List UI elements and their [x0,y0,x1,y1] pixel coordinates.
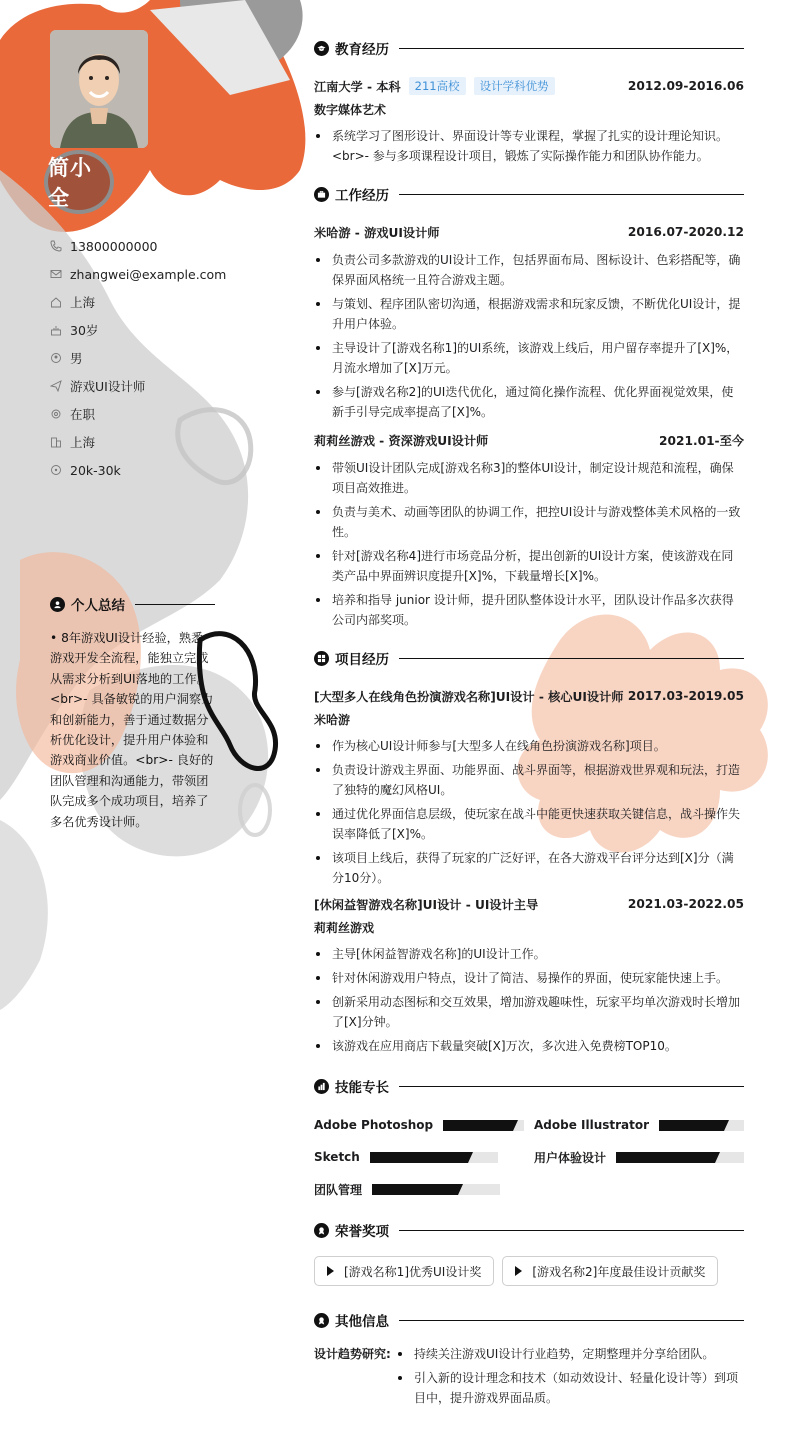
graduation-cap-icon [314,41,329,56]
list-item: 与策划、程序团队密切沟通，根据游戏需求和玩家反馈，不断优化UI设计，提升用户体验。 [314,294,744,334]
project-head [314,894,744,914]
summary-title: 个人总结 [71,598,125,614]
project-bullets [314,944,744,1056]
other-bullets [396,1344,744,1412]
list-item: 负责公司多款游戏的UI设计工作，包括界面布局、图标设计、色彩搭配等，确保界面风格统一且符合游戏主题。 [314,250,744,290]
contact-location [50,288,290,316]
skill-bar-fill [372,1184,458,1195]
contact-status-value: 在职 [70,407,96,422]
education-title: 教育经历 [335,42,389,58]
education-bullets [314,126,744,166]
awards-section [314,1220,744,1286]
summary-heading [50,594,215,614]
contact-salary-value: 20k-30k [70,462,121,478]
skill-name: Sketch [314,1150,360,1164]
list-item: 持续关注游戏UI设计行业趋势，定期整理并分享给团队。 [396,1344,744,1364]
project-title: [休闲益智游戏名称]UI设计 - UI设计主导 [314,897,539,912]
other-label: 设计趋势研究: [314,1347,391,1361]
skill-name: Adobe Illustrator [534,1118,650,1132]
contact-position-value: 游戏UI设计师 [70,379,146,394]
list-item: 创新采用动态图标和交互效果，增加游戏趣味性，玩家平均单次游戏时长增加了[X]分钟。 [314,992,744,1032]
contact-list [50,232,290,484]
send-icon [50,380,62,392]
work-heading [314,184,744,204]
skills-section [314,1076,744,1198]
list-item: 主导[休闲益智游戏名称]的UI设计工作。 [314,944,744,964]
bar-chart-icon [314,1079,329,1094]
education-section [314,38,744,166]
list-item: 针对[游戏名称4]进行市场竞品分析，提出创新的UI设计方案，使该游戏在同类产品中界面辨识度提升[X]%，下载量增长[X]%。 [314,546,744,586]
awards-heading [314,1220,744,1240]
info-icon [314,1313,329,1328]
award-item [314,1256,494,1286]
summary-section [50,594,215,832]
avatar-image [50,30,148,148]
play-icon [327,1266,334,1276]
skill-bar-fill [616,1152,715,1163]
skill-bar-fill [659,1120,724,1131]
projects-section [314,648,744,1056]
education-entry-head [314,76,744,96]
briefcase-icon [314,187,329,202]
skill-bar-fill [370,1152,469,1163]
skill-item [314,1116,524,1134]
phone-icon [50,240,62,252]
summary-divider [135,604,215,605]
awards-divider [399,1230,744,1231]
summary-text: • 8年游戏UI设计经验，熟悉游戏开发全流程，能独立完成从需求分析到UI落地的工作。<br>- 具备敏锐的用户洞察力和创新能力，善于通过数据分析优化设计，提升用户体验和游戏商业价值。<br>- 良好的团队管理和沟通能力，带领团队完成多个成功项目，培养了多名优秀设计师。 [50,631,214,829]
contact-city [50,428,290,456]
education-major: 数字媒体艺术 [314,103,387,117]
award-item [502,1256,718,1286]
mail-icon [50,268,62,280]
contact-gender [50,344,290,372]
avatar [50,30,148,148]
list-item: 通过优化界面信息层级，使玩家在战斗中能更快速获取关键信息，战斗操作失误率降低了[X]%。 [314,804,744,844]
contact-location-value: 上海 [70,295,96,310]
grid-icon [314,651,329,666]
projects-heading [314,648,744,668]
skill-item [534,1116,744,1134]
skills-heading [314,1076,744,1096]
job-date: 2021.01-至今 [659,433,744,448]
contact-phone-value: 13800000000 [70,238,158,254]
projects-divider [399,658,744,659]
award-label: [游戏名称2]年度最佳设计贡献奖 [532,1264,706,1279]
other-entry [314,1344,744,1412]
contact-gender-value: 男 [70,351,83,366]
play-icon [515,1266,522,1276]
skills-divider [399,1086,744,1087]
skill-bar [443,1120,524,1131]
contact-age-value: 30岁 [70,323,99,338]
contact-city-value: 上海 [70,435,96,450]
contact-status [50,400,290,428]
other-title: 其他信息 [335,1314,389,1330]
work-divider [399,194,744,195]
awards-title: 荣誉奖项 [335,1224,389,1240]
project-bullets [314,736,744,888]
list-item: 培养和指导 junior 设计师，提升团队整体设计水平，团队设计作品多次获得公司内部奖项。 [314,590,744,630]
skill-name: 用户体验设计 [534,1150,607,1165]
other-section [314,1310,744,1412]
skill-item [314,1180,524,1198]
other-heading [314,1310,744,1330]
contact-email-value: zhangwei@example.com [70,266,227,282]
list-item: 作为核心UI设计师参与[大型多人在线角色扮演游戏名称]项目。 [314,736,744,756]
skill-name: Adobe Photoshop [314,1118,434,1132]
project-date: 2017.03-2019.05 [627,689,744,703]
job-title: 米哈游 - 游戏UI设计师 [314,225,440,240]
contact-phone [50,232,290,260]
other-divider [399,1320,744,1321]
project-head [314,686,744,706]
contact-position [50,372,290,400]
home-icon [50,296,62,308]
list-item: 参与[游戏名称2]的UI迭代优化，通过简化操作流程、优化界面视觉效果，使新手引导完成率提高了[X]%。 [314,382,744,422]
status-icon [50,408,62,420]
list-item: 引入新的设计理念和技术（如动效设计、轻量化设计等）到项目中，提升游戏界面品质。 [396,1368,744,1408]
job-date: 2016.07-2020.12 [627,225,744,239]
list-item: 负责与美术、动画等团队的协调工作，把控UI设计与游戏整体美术风格的一致性。 [314,502,744,542]
list-item: 系统学习了图形设计、界面设计等专业课程，掌握了扎实的设计理论知识。<br>- 参与多项课程设计项目，锻炼了实际操作能力和团队协作能力。 [314,126,744,166]
list-item: 该游戏在应用商店下载量突破[X]万次，多次进入免费榜TOP10。 [314,1036,744,1056]
award-label: [游戏名称1]优秀UI设计奖 [344,1264,482,1279]
education-divider [399,48,744,49]
job-bullets [314,458,744,630]
building-icon [50,436,62,448]
skill-bar-fill [443,1120,513,1131]
project-company: 莉莉丝游戏 [314,921,375,935]
school-tag: 设计学科优势 [474,77,555,95]
school-tag: 211高校 [409,77,466,95]
gender-icon [50,352,62,364]
skill-bar [370,1152,498,1163]
contact-email [50,260,290,288]
list-item: 主导设计了[游戏名称1]的UI系统，该游戏上线后，用户留存率提升了[X]%，月流水增加了[X]万元。 [314,338,744,378]
skill-item [314,1148,524,1166]
job-title: 莉莉丝游戏 - 资深游戏UI设计师 [314,433,489,448]
job-bullets [314,250,744,422]
list-item: 带领UI设计团队完成[游戏名称3]的整体UI设计，制定设计规范和流程，确保项目高效推进。 [314,458,744,498]
award-icon [314,1223,329,1238]
skill-item [534,1148,744,1166]
skills-title: 技能专长 [335,1080,389,1096]
project-title: [大型多人在线角色扮演游戏名称]UI设计 - 核心UI设计师 [314,689,624,704]
skill-bar [616,1152,744,1163]
awards-list [314,1256,744,1286]
projects-title: 项目经历 [335,652,389,668]
project-date: 2021.03-2022.05 [627,897,744,911]
work-section [314,184,744,630]
user-icon [50,597,65,612]
job-head [314,430,744,450]
cake-icon [50,324,62,336]
job-head [314,222,744,242]
education-date: 2012.09-2016.06 [627,79,744,93]
skills-grid [314,1116,744,1198]
list-item: 负责设计游戏主界面、功能界面、战斗界面等，根据游戏世界观和玩法，打造了独特的魔幻风格UI。 [314,760,744,800]
salary-icon [50,464,62,476]
sidebar [0,0,300,1456]
contact-salary [50,456,290,484]
name-badge: 简小全 [44,150,114,214]
school-name: 江南大学 - 本科 [314,79,401,94]
skill-bar [659,1120,744,1131]
main-content [314,38,744,1412]
list-item: 该项目上线后，获得了玩家的广泛好评，在各大游戏平台评分达到[X]分（满分10分）。 [314,848,744,888]
contact-age [50,316,290,344]
education-heading [314,38,744,58]
list-item: 针对休闲游戏用户特点，设计了简洁、易操作的界面，使玩家能快速上手。 [314,968,744,988]
skill-bar [372,1184,500,1195]
work-title: 工作经历 [335,188,389,204]
skill-name: 团队管理 [314,1182,363,1197]
project-company: 米哈游 [314,713,351,727]
